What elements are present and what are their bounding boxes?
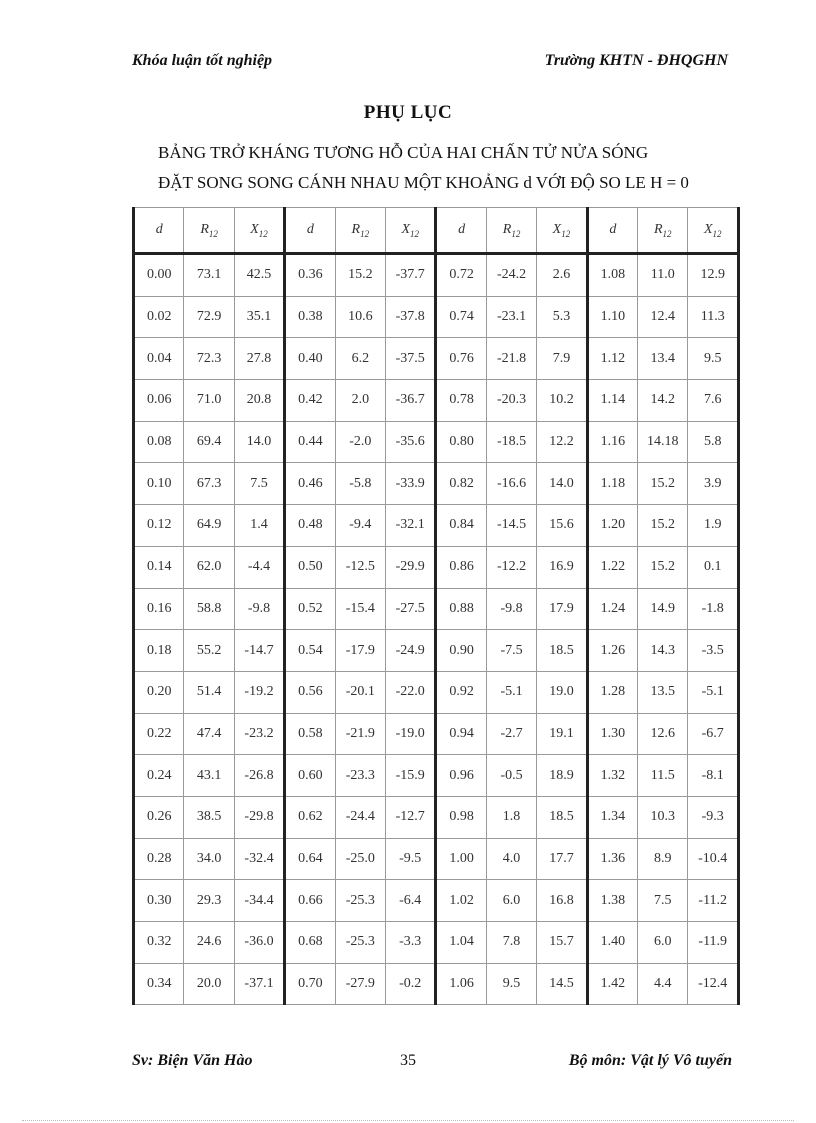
table-cell: 0.38: [285, 296, 335, 338]
table-cell: -6.4: [386, 880, 436, 922]
table-cell: -25.3: [335, 922, 385, 964]
table-cell: 14.5: [537, 963, 587, 1005]
table-cell: 0.76: [436, 338, 486, 380]
table-cell: 1.32: [587, 755, 637, 797]
table-cell: 6.0: [638, 922, 688, 964]
table-cell: 11.5: [638, 755, 688, 797]
header-right: Trường KHTN - ĐHQGHN: [544, 52, 728, 69]
table-row: [134, 713, 739, 755]
table-cell: 18.5: [537, 630, 587, 672]
table-cell: -5.1: [688, 671, 739, 713]
table-cell: 15.6: [537, 505, 587, 547]
table-cell: -11.2: [688, 880, 739, 922]
page-number: 35: [400, 1052, 416, 1069]
table-cell: 1.14: [587, 380, 637, 422]
table-row: [134, 796, 739, 838]
header-r12: $R_{12}$: [638, 208, 688, 254]
table-row: [134, 588, 739, 630]
table-cell: 7.5: [234, 463, 284, 505]
table-cell: -9.8: [486, 588, 536, 630]
table-cell: 13.4: [638, 338, 688, 380]
table-cell: 24.6: [184, 922, 234, 964]
table-cell: -36.0: [234, 922, 284, 964]
table-cell: 38.5: [184, 796, 234, 838]
table-cell: 72.9: [184, 296, 234, 338]
table-cell: 12.2: [537, 421, 587, 463]
table-cell: 20.8: [234, 380, 284, 422]
table-row: [134, 755, 739, 797]
table-cell: -20.1: [335, 671, 385, 713]
table-cell: 0.08: [134, 421, 184, 463]
table-row: [134, 630, 739, 672]
table-cell: 42.5: [234, 254, 284, 297]
table-cell: -0.2: [386, 963, 436, 1005]
header-x12: $X_{12}$: [234, 208, 284, 254]
table-cell: 9.5: [688, 338, 739, 380]
table-cell: 1.10: [587, 296, 637, 338]
table-cell: -20.3: [486, 380, 536, 422]
table-cell: -12.4: [688, 963, 739, 1005]
table-cell: -14.5: [486, 505, 536, 547]
table-cell: 0.18: [134, 630, 184, 672]
table-cell: 51.4: [184, 671, 234, 713]
table-cell: 1.26: [587, 630, 637, 672]
table-cell: 0.54: [285, 630, 335, 672]
table-cell: 15.7: [537, 922, 587, 964]
table-cell: -3.3: [386, 922, 436, 964]
page-bottom-divider: [22, 1120, 794, 1121]
table-cell: -23.3: [335, 755, 385, 797]
table-cell: -2.0: [335, 421, 385, 463]
table-header-row: [134, 208, 739, 254]
table-cell: 16.9: [537, 546, 587, 588]
header-x12: $X_{12}$: [537, 208, 587, 254]
table-cell: -37.7: [386, 254, 436, 297]
table-cell: 14.9: [638, 588, 688, 630]
table-row: [134, 254, 739, 297]
table-cell: 0.50: [285, 546, 335, 588]
table-cell: 0.62: [285, 796, 335, 838]
table-cell: 1.20: [587, 505, 637, 547]
table-cell: 0.16: [134, 588, 184, 630]
table-cell: 7.5: [638, 880, 688, 922]
table-cell: 0.66: [285, 880, 335, 922]
table-cell: -37.5: [386, 338, 436, 380]
table-cell: 0.00: [134, 254, 184, 297]
header-d: d: [285, 208, 335, 254]
table-cell: 0.84: [436, 505, 486, 547]
table-cell: -5.1: [486, 671, 536, 713]
table-cell: 0.98: [436, 796, 486, 838]
table-caption-line-1: BẢNG TRỞ KHÁNG TƯƠNG HỖ CỦA HAI CHẤN TỬ NỬA SÓNG: [158, 143, 649, 162]
table-row: [134, 421, 739, 463]
table-cell: -9.4: [335, 505, 385, 547]
table-cell: 1.4: [234, 505, 284, 547]
table-cell: 12.4: [638, 296, 688, 338]
table-cell: -32.1: [386, 505, 436, 547]
table-cell: 1.28: [587, 671, 637, 713]
table-cell: 0.88: [436, 588, 486, 630]
table-cell: 0.80: [436, 421, 486, 463]
table-cell: 10.2: [537, 380, 587, 422]
mutual-impedance-table: [132, 207, 740, 1005]
table-cell: -6.7: [688, 713, 739, 755]
table-cell: 19.1: [537, 713, 587, 755]
table-cell: 0.30: [134, 880, 184, 922]
table-cell: -19.2: [234, 671, 284, 713]
table-cell: -27.9: [335, 963, 385, 1005]
table-cell: 4.4: [638, 963, 688, 1005]
table-cell: 0.40: [285, 338, 335, 380]
table-cell: 6.0: [486, 880, 536, 922]
table-cell: 10.3: [638, 796, 688, 838]
table-cell: 7.9: [537, 338, 587, 380]
table-cell: 2.6: [537, 254, 587, 297]
table-row: [134, 463, 739, 505]
table-cell: 71.0: [184, 380, 234, 422]
table-cell: 0.90: [436, 630, 486, 672]
page-title: PHỤ LỤC: [363, 102, 453, 123]
table-cell: -29.9: [386, 546, 436, 588]
table-cell: -21.8: [486, 338, 536, 380]
table-cell: 10.6: [335, 296, 385, 338]
table-cell: -23.2: [234, 713, 284, 755]
table-cell: 1.24: [587, 588, 637, 630]
table-cell: -35.6: [386, 421, 436, 463]
table-cell: 72.3: [184, 338, 234, 380]
table-caption-line-2: ĐẶT SONG SONG CÁNH NHAU MỘT KHOẢNG d VỚI ĐỘ SO LE H = 0: [158, 173, 689, 192]
header-left: Khóa luận tốt nghiệp: [132, 52, 273, 69]
table-cell: -36.7: [386, 380, 436, 422]
table-cell: 1.08: [587, 254, 637, 297]
table-cell: -25.3: [335, 880, 385, 922]
table-cell: -24.4: [335, 796, 385, 838]
table-cell: 69.4: [184, 421, 234, 463]
table-cell: 43.1: [184, 755, 234, 797]
table-row: [134, 671, 739, 713]
table-cell: 1.18: [587, 463, 637, 505]
table-cell: 0.1: [688, 546, 739, 588]
table-cell: 1.30: [587, 713, 637, 755]
table-cell: -29.8: [234, 796, 284, 838]
table-cell: 15.2: [335, 254, 385, 297]
table-cell: -24.9: [386, 630, 436, 672]
table-cell: 0.10: [134, 463, 184, 505]
table-cell: -11.9: [688, 922, 739, 964]
header-x12: $X_{12}$: [386, 208, 436, 254]
table-cell: -9.5: [386, 838, 436, 880]
table-cell: 0.94: [436, 713, 486, 755]
table-cell: 9.5: [486, 963, 536, 1005]
table-cell: -37.8: [386, 296, 436, 338]
table-cell: 15.2: [638, 546, 688, 588]
table-cell: -27.5: [386, 588, 436, 630]
table-cell: 0.58: [285, 713, 335, 755]
table-cell: 0.64: [285, 838, 335, 880]
table-cell: -5.8: [335, 463, 385, 505]
table-cell: -12.2: [486, 546, 536, 588]
table-cell: -21.9: [335, 713, 385, 755]
table-cell: -16.6: [486, 463, 536, 505]
header-d: d: [436, 208, 486, 254]
table-cell: 15.2: [638, 463, 688, 505]
table-cell: 0.68: [285, 922, 335, 964]
table-cell: 12.6: [638, 713, 688, 755]
table-cell: 5.3: [537, 296, 587, 338]
table-cell: -23.1: [486, 296, 536, 338]
table-cell: 0.48: [285, 505, 335, 547]
table-cell: 0.14: [134, 546, 184, 588]
table-cell: -33.9: [386, 463, 436, 505]
table-cell: 12.9: [688, 254, 739, 297]
table-cell: -4.4: [234, 546, 284, 588]
table-cell: 0.20: [134, 671, 184, 713]
table-row: [134, 505, 739, 547]
table-cell: 0.34: [134, 963, 184, 1005]
table-cell: 18.5: [537, 796, 587, 838]
table-cell: -32.4: [234, 838, 284, 880]
table-cell: 19.0: [537, 671, 587, 713]
table-cell: 1.06: [436, 963, 486, 1005]
header-x12: $X_{12}$: [688, 208, 739, 254]
table-cell: -19.0: [386, 713, 436, 755]
table-cell: -9.3: [688, 796, 739, 838]
table-cell: -2.7: [486, 713, 536, 755]
header-r12: $R_{12}$: [184, 208, 234, 254]
table-cell: 29.3: [184, 880, 234, 922]
table-row: [134, 546, 739, 588]
table-cell: 67.3: [184, 463, 234, 505]
table-cell: -37.1: [234, 963, 284, 1005]
table-cell: 0.52: [285, 588, 335, 630]
table-cell: 27.8: [234, 338, 284, 380]
table-cell: 0.28: [134, 838, 184, 880]
table-cell: 0.70: [285, 963, 335, 1005]
table-cell: 17.7: [537, 838, 587, 880]
table-cell: 1.34: [587, 796, 637, 838]
table-cell: 13.5: [638, 671, 688, 713]
table-cell: 35.1: [234, 296, 284, 338]
table-cell: 0.06: [134, 380, 184, 422]
table-cell: 1.04: [436, 922, 486, 964]
table-cell: -10.4: [688, 838, 739, 880]
table-cell: -8.1: [688, 755, 739, 797]
table-cell: 11.3: [688, 296, 739, 338]
table-cell: 1.36: [587, 838, 637, 880]
table-cell: -14.7: [234, 630, 284, 672]
table-cell: 0.92: [436, 671, 486, 713]
table-cell: 14.0: [537, 463, 587, 505]
table-cell: -12.5: [335, 546, 385, 588]
table-cell: 34.0: [184, 838, 234, 880]
impedance-table-container: [132, 207, 740, 990]
table-cell: 14.18: [638, 421, 688, 463]
table-cell: 15.2: [638, 505, 688, 547]
table-cell: 11.0: [638, 254, 688, 297]
table-cell: 1.38: [587, 880, 637, 922]
footer-department: Bộ môn: Vật lý Vô tuyến: [568, 1052, 732, 1069]
table-cell: 0.96: [436, 755, 486, 797]
table-cell: -3.5: [688, 630, 739, 672]
table-row: [134, 296, 739, 338]
table-cell: 0.82: [436, 463, 486, 505]
table-row: [134, 880, 739, 922]
table-cell: 0.46: [285, 463, 335, 505]
table-cell: 0.04: [134, 338, 184, 380]
table-cell: 0.60: [285, 755, 335, 797]
table-cell: -9.8: [234, 588, 284, 630]
table-cell: -18.5: [486, 421, 536, 463]
table-cell: -24.2: [486, 254, 536, 297]
table-cell: 1.22: [587, 546, 637, 588]
table-cell: 14.3: [638, 630, 688, 672]
table-cell: -0.5: [486, 755, 536, 797]
table-cell: 1.12: [587, 338, 637, 380]
table-cell: -22.0: [386, 671, 436, 713]
table-cell: 16.8: [537, 880, 587, 922]
table-cell: 1.8: [486, 796, 536, 838]
table-cell: 0.42: [285, 380, 335, 422]
table-cell: 7.6: [688, 380, 739, 422]
table-cell: 0.72: [436, 254, 486, 297]
table-cell: 20.0: [184, 963, 234, 1005]
table-cell: 1.9: [688, 505, 739, 547]
table-cell: 0.22: [134, 713, 184, 755]
table-cell: 0.02: [134, 296, 184, 338]
table-cell: 0.86: [436, 546, 486, 588]
table-cell: -1.8: [688, 588, 739, 630]
table-cell: 0.32: [134, 922, 184, 964]
table-cell: 17.9: [537, 588, 587, 630]
table-cell: 0.44: [285, 421, 335, 463]
table-cell: 1.02: [436, 880, 486, 922]
table-cell: 0.24: [134, 755, 184, 797]
table-row: [134, 838, 739, 880]
table-cell: 73.1: [184, 254, 234, 297]
table-cell: 62.0: [184, 546, 234, 588]
table-row: [134, 922, 739, 964]
table-cell: 55.2: [184, 630, 234, 672]
table-cell: -26.8: [234, 755, 284, 797]
header-r12: $R_{12}$: [486, 208, 536, 254]
footer-student: Sv: Biện Văn Hào: [132, 1052, 253, 1069]
table-cell: -12.7: [386, 796, 436, 838]
header-r12: $R_{12}$: [335, 208, 385, 254]
table-cell: 0.26: [134, 796, 184, 838]
table-cell: 7.8: [486, 922, 536, 964]
table-cell: 0.78: [436, 380, 486, 422]
table-cell: -34.4: [234, 880, 284, 922]
table-cell: 47.4: [184, 713, 234, 755]
table-cell: 0.74: [436, 296, 486, 338]
table-cell: 5.8: [688, 421, 739, 463]
table-cell: 2.0: [335, 380, 385, 422]
table-cell: 64.9: [184, 505, 234, 547]
table-cell: 1.40: [587, 922, 637, 964]
table-cell: -15.4: [335, 588, 385, 630]
table-cell: 3.9: [688, 463, 739, 505]
table-row: [134, 380, 739, 422]
table-row: [134, 338, 739, 380]
table-cell: 0.12: [134, 505, 184, 547]
table-cell: 4.0: [486, 838, 536, 880]
table-cell: 1.16: [587, 421, 637, 463]
table-cell: -7.5: [486, 630, 536, 672]
table-cell: 1.00: [436, 838, 486, 880]
table-cell: 8.9: [638, 838, 688, 880]
table-cell: 1.42: [587, 963, 637, 1005]
table-cell: 0.36: [285, 254, 335, 297]
table-cell: -17.9: [335, 630, 385, 672]
table-cell: 6.2: [335, 338, 385, 380]
table-cell: -15.9: [386, 755, 436, 797]
table-cell: 0.56: [285, 671, 335, 713]
table-cell: 18.9: [537, 755, 587, 797]
table-row: [134, 963, 739, 1005]
header-d: d: [134, 208, 184, 254]
table-cell: 14.0: [234, 421, 284, 463]
table-cell: 14.2: [638, 380, 688, 422]
header-d: d: [587, 208, 637, 254]
table-cell: 58.8: [184, 588, 234, 630]
table-cell: -25.0: [335, 838, 385, 880]
